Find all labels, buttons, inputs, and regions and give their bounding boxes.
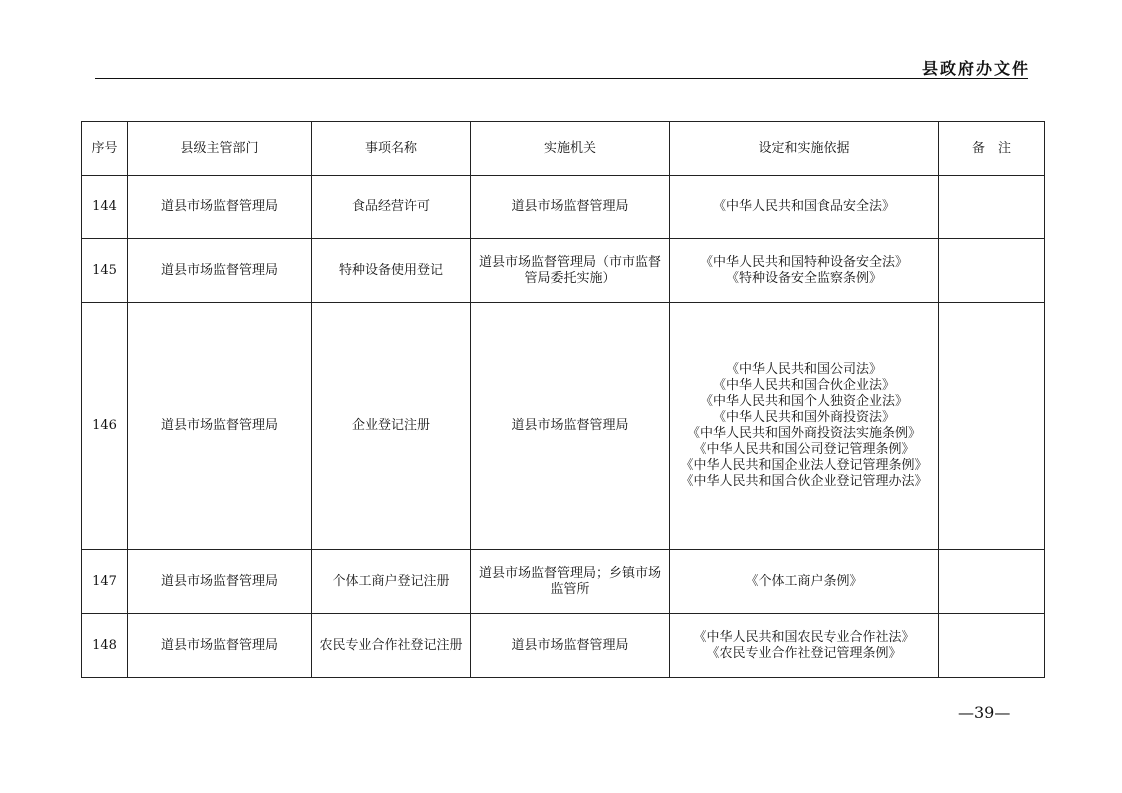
- cell-item: 企业登记注册: [312, 303, 471, 550]
- cell-dept: 道县市场监督管理局: [128, 176, 312, 239]
- cell-agency: 道县市场监督管理局（市市监督管局委托实施）: [471, 239, 670, 303]
- cell-no: 147: [82, 550, 128, 614]
- basis-line: 《中华人民共和国食品安全法》: [712, 199, 895, 214]
- cell-dept: 道县市场监督管理局: [128, 614, 312, 678]
- cell-agency: 道县市场监督管理局；乡镇市场监管所: [471, 550, 670, 614]
- cell-note: [939, 303, 1045, 550]
- basis-line: 《中华人民共和国合伙企业法》: [712, 378, 895, 393]
- cell-no: 144: [82, 176, 128, 239]
- basis-line: 《中华人民共和国农民专业合作社法》: [693, 629, 915, 645]
- basis-line: 《个体工商户条例》: [745, 573, 863, 589]
- table-row: [82, 303, 1045, 550]
- cell-note: [939, 550, 1045, 614]
- cell-no: 148: [82, 614, 128, 678]
- basis-line: 《中华人民共和国个人独资企业法》: [699, 394, 908, 409]
- cell-item: 农民专业合作社登记注册: [312, 614, 471, 678]
- approval-items-table: [81, 121, 1045, 678]
- basis-line: 《中华人民共和国外商投资法》: [712, 410, 895, 425]
- table-header-row: [82, 122, 1045, 176]
- column-header-note: 备 注: [939, 122, 1045, 176]
- column-header-dept: 县级主管部门: [128, 122, 312, 176]
- column-header-no: 序号: [82, 122, 128, 176]
- basis-line: 《农民专业合作社登记管理条例》: [706, 645, 902, 661]
- table-row: [82, 614, 1045, 678]
- basis-line: 《中华人民共和国外商投资法实施条例》: [686, 426, 921, 441]
- column-header-basis: 设定和实施依据: [670, 122, 939, 176]
- cell-note: [939, 614, 1045, 678]
- basis-line: 《特种设备安全监察条例》: [725, 270, 882, 286]
- cell-basis: [670, 176, 939, 239]
- table-row: [82, 550, 1045, 614]
- cell-note: [939, 239, 1045, 303]
- cell-agency: 道县市场监督管理局: [471, 176, 670, 239]
- basis-line: 《中华人民共和国特种设备安全法》: [699, 254, 908, 270]
- basis-line: 《中华人民共和国企业法人登记管理条例》: [680, 458, 928, 473]
- cell-basis: [670, 550, 939, 614]
- basis-line: 《中华人民共和国公司登记管理条例》: [693, 442, 915, 457]
- cell-item: 食品经营许可: [312, 176, 471, 239]
- table-row: [82, 176, 1045, 239]
- cell-no: 146: [82, 303, 128, 550]
- header-divider: [95, 78, 1028, 79]
- cell-basis: [670, 239, 939, 303]
- cell-no: 145: [82, 239, 128, 303]
- table-row: [82, 239, 1045, 303]
- cell-dept: 道县市场监督管理局: [128, 239, 312, 303]
- page-number: —39—: [958, 703, 1011, 722]
- cell-note: [939, 176, 1045, 239]
- document-header-title: 县政府办文件: [921, 59, 1030, 78]
- cell-item: 个体工商户登记注册: [312, 550, 471, 614]
- cell-agency: 道县市场监督管理局: [471, 614, 670, 678]
- basis-line: 《中华人民共和国合伙企业登记管理办法》: [680, 474, 928, 489]
- cell-dept: 道县市场监督管理局: [128, 303, 312, 550]
- cell-dept: 道县市场监督管理局: [128, 550, 312, 614]
- cell-agency: 道县市场监督管理局: [471, 303, 670, 550]
- cell-basis: [670, 303, 939, 550]
- column-header-item: 事项名称: [312, 122, 471, 176]
- column-header-agency: 实施机关: [471, 122, 670, 176]
- cell-item: 特种设备使用登记: [312, 239, 471, 303]
- cell-basis: [670, 614, 939, 678]
- basis-line: 《中华人民共和国公司法》: [725, 362, 882, 377]
